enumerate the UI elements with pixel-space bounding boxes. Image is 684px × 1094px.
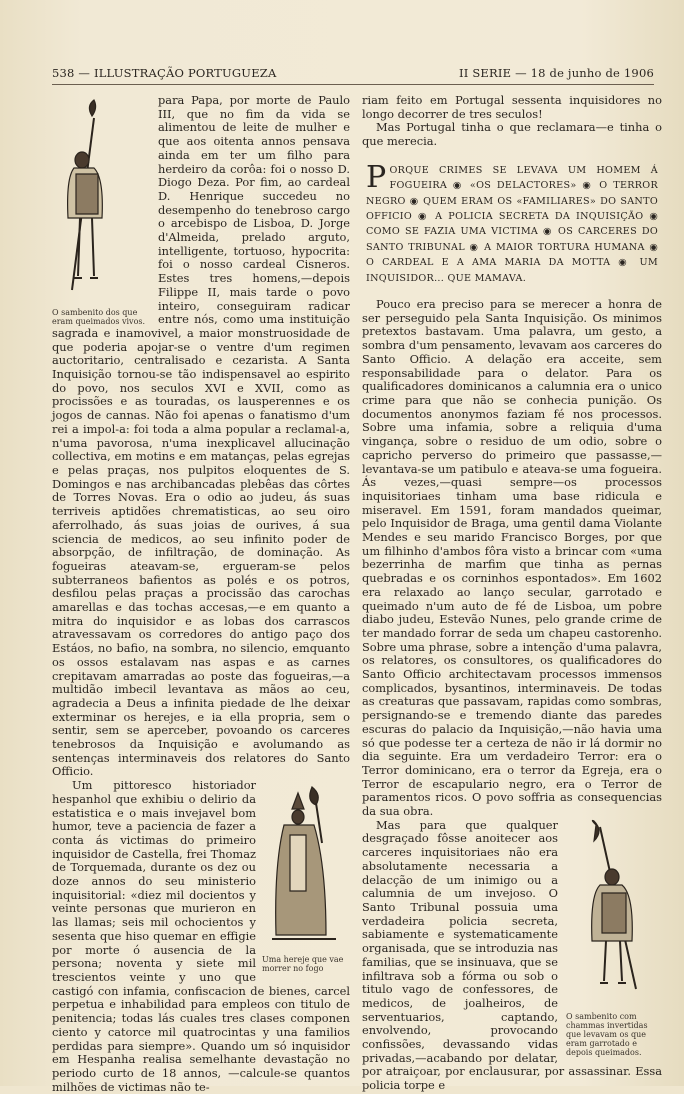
sambenito-inverted-figure-illustration xyxy=(566,819,662,997)
header-rule xyxy=(52,84,654,85)
page-header xyxy=(52,66,654,82)
left-paragraph-1: para Papa, por morte de Paulo III, que no fim da vida se alimentou de leite de mulher e que aos oitenta annos pensava ainda em ter um filho para herdeiro da corôa: foi o nosso D. Diogo Deza. Por fim, ao cardeal D. Henrique succedeu no desempenho do tenebroso cargo o arcebispo de Lisboa, D. Jorge d'Almeida, prelado arguto, intelligente, tortuoso, hypocrita: foi o nosso cardeal Cisneros. Estes tres homens,—depois Filippe II, mais tarde o povo inteiro, conseguiram radicar entre nós, como uma instituição sagrada e inamovivel, a maior monstruosidade de que poderia apojar-se o ventre d'um regimen auctoritario, centralisado e cezarista. A Santa Inquisição tornou-se tão indispensavel ao espirito do povo, nos seculos XVI e XVII, como as procissões e as touradas, os lausperennes e os jogos de cannas. Não foi apenas o fanatismo d'um rei a impol-a: foi toda a alma popular a reclamal-a, n'uma pavorosa, n'uma inexplicavel allucinação collectiva, em motins e em matanças, pelas egrejas e pelas praças, nos pulpitos eloquentes de S. Domingos e nas archibancadas plebêas das côrtes de Torres Novas. Era o odio ao judeu, ás suas terriveis aptidões chrematisticas, ao seu oiro aferrolhado, ás suas joias de ourives, á sua sciencia de medicos, ao seu infinito poder de absorpção, de infiltração, de dominação. As fogueiras ateavam-se, ergueram-se pelos subterraneos bafientos as polés e os potros, desfilou pelas praças a procissão das carochas amarellas e das tochas accesas,—e em quanto a mitra do inquisidor e as lobas dos carrascos atravessavam os corredores do antigo paço dos Estáos, no bafio, na sombra, no silencio, emquanto os ossos estalavam nas aspas e as carnes crepitavam amarradas ao poste das fogueiras,—a multidão imbecil levantava as mãos ao ceu, agradecia a Deus a infinita piedade de lhe deixar exterminar os herejes, e ia ella propria, sem o sentir, sem se aperceber, povoando os carceres tenebrosos da Inquisição e avolumando as sentenças interminaveis dos relatores do Santo Officio. xyxy=(52,93,350,779)
summary-dropcap: P xyxy=(366,159,387,195)
figure-heretic-to-die-by-fire xyxy=(262,783,350,973)
header-page-title: 538 — ILLUSTRAÇÃO PORTUGUEZA xyxy=(52,66,277,80)
header-issue-date: II SERIE — 18 de junho de 1906 xyxy=(459,66,654,80)
right-paragraph-4: Mas para que qualquer desgraçado fôsse anoitecer aos carceres inquisitoriaes não era absolutamente necessaria a delacção de um inimigo ou a calumnia de um invejoso. O Santo Tribunal possuia uma verdadeira policia secreta, sabiamente e systematicamente organisada, que se introduzia nas familias, que se insinuava, que se infiltrava sob a fórma ou sob o titulo vago de confessores, de medicos, de joalheiros, de serventuarios, captando, envolvendo, provocando confissões, devassando vidas privadas,—acabando por delatar, por atraiçoar, por enclausurar, por assassinar. Essa policia torpe e xyxy=(362,817,662,1093)
figure-caption-3: O sambenito com chammas invertidas que levavam os que eram garrotado e depois queimados. xyxy=(566,1011,648,1057)
left-column xyxy=(52,94,350,1094)
figure-caption-2: Uma hereje que vae morrer no fogo xyxy=(262,955,344,974)
right-column xyxy=(362,94,662,1093)
right-paragraph-1: riam feito em Portugal sessenta inquisidores no longo decorrer de tres seculos! xyxy=(362,93,662,121)
figure-sambenito-inverted-flames xyxy=(566,819,662,1057)
figure-caption-1: O sambenito dos que eram queimados vivos. xyxy=(52,308,146,326)
sambenito-figure-illustration xyxy=(52,94,150,299)
summary-box xyxy=(366,159,658,286)
summary-text: ORQUE CRIMES SE LEVAVA UM HOMEM Á FOGUEIRA ◉ «OS DELACTORES» ◉ O TERROR NEGRO ◉ QUEM ERAM OS «FAMILIARES» DO SANTO OFFICIO ◉ A POLICIA SECRETA DA INQUISIÇÃO ◉ COMO SE FAZIA UMA VICTIMA ◉ OS CARCERES DO SANTO TRIBUNAL ◉ A MAIOR TORTURA HUMANA ◉ O CARDEAL E A AMA MARIA DA MOTTA ◉ UM INQUISIDOR... QUE MAMAVA. xyxy=(366,164,658,284)
right-paragraph-2: Mas Portugal tinha o que reclamara—e tinha o que merecia. xyxy=(362,120,662,149)
heretic-figure-illustration xyxy=(262,783,350,951)
left-paragraph-2: Um pittoresco historiador hespanhol que exhibiu o delirio da estatistica e o mais invejavel bom humor, teve a paciencia de fazer a conta ás victimas do primeiro inquisidor de Castella, frei Thomaz de Torquemada, durante os dez ou doze annos do seu ministerio inquisitorial: «diez mil docientos y veinte personas que murieron en las llamas; seis mil ochocientos y sesenta que hiso quemar en effigie por morte ó ausencia de la persona; noventa y siete mil trescientos veinte y uno que castigó con infamia, confiscacion de bienes, carcel perpetua e inhabilidad para empleos con titulo de penitencia; todas lás cuales tres clases componen ciento y catorce mil quatrocintas y una familios perdidas para siempre». Quando um só inquisidor em Hespanha realisa semelhante devastação no periodo curto de 18 annos, —calcule-se quantos milhões de victimas não te- xyxy=(52,778,350,1094)
figure-sambenito-burned-alive xyxy=(52,94,150,326)
right-paragraph-3: Pouco era preciso para se merecer a honra de ser perseguido pela Santa Inquisição. Os minimos pretextos bastavam. Uma palavra, um gesto, a sombra d'um pensamento, levavam aos carceres do Santo Officio. A delação era acceite, sem responsabilidade para o delator. Para os qualificadores dominicanos a calumnia era o unico crime para que não se conhecia punição. Os documentos anonymos faziam fé nos processos. Sobre uma infamia, sobre a reliquia d'uma vingança, sobre o residuo de um odio, sobre o capricho perverso do primeiro que passasse,—levantava-se um patibulo e ateava-se uma fogueira. Ás vezes,—quasi sempre—os processos inquisitoriaes tinham uma base ridicula e miseravel. Em 1591, foram mandados queimar, pelo Inquisidor de Braga, uma gentil dama Violante Mendes e seu marido Francisco Borges, por que um filhinho d'ambos fôra visto a brincar com «uma bezerrinha de marfim que tinha as pernas quebradas e os corninhos espontados». Em 1602 era relaxado ao lanço secular, garrotado e queimado n'um auto de fé de Lisboa, um pobre diabo judeu, Estevão Nunes, pelo grande crime de ter mandado forrar de seda um chapeu castorenho. Sobre uma phrase, sobre a intenção d'uma palavra, os relatores, os consultores, os qualificadores do Santo Officio architectavam processos immensos complicados, bysantinos, interminaveis. De todas as creaturas que passavam, rapidas como sombras, persignando-se e tremendo diante das paredes escuras do palacio da Inquisição,—não havia uma só que podesse ter a certeza de não ir lá dormir no dia seguinte. Era um verdadeiro Terror: era o Terror dominicano, era o terror da Egreja, era o Terror de escapulario negro, era o Terror de paramentos ricos. O povo soffria as consequencias da sua obra. xyxy=(362,297,662,819)
